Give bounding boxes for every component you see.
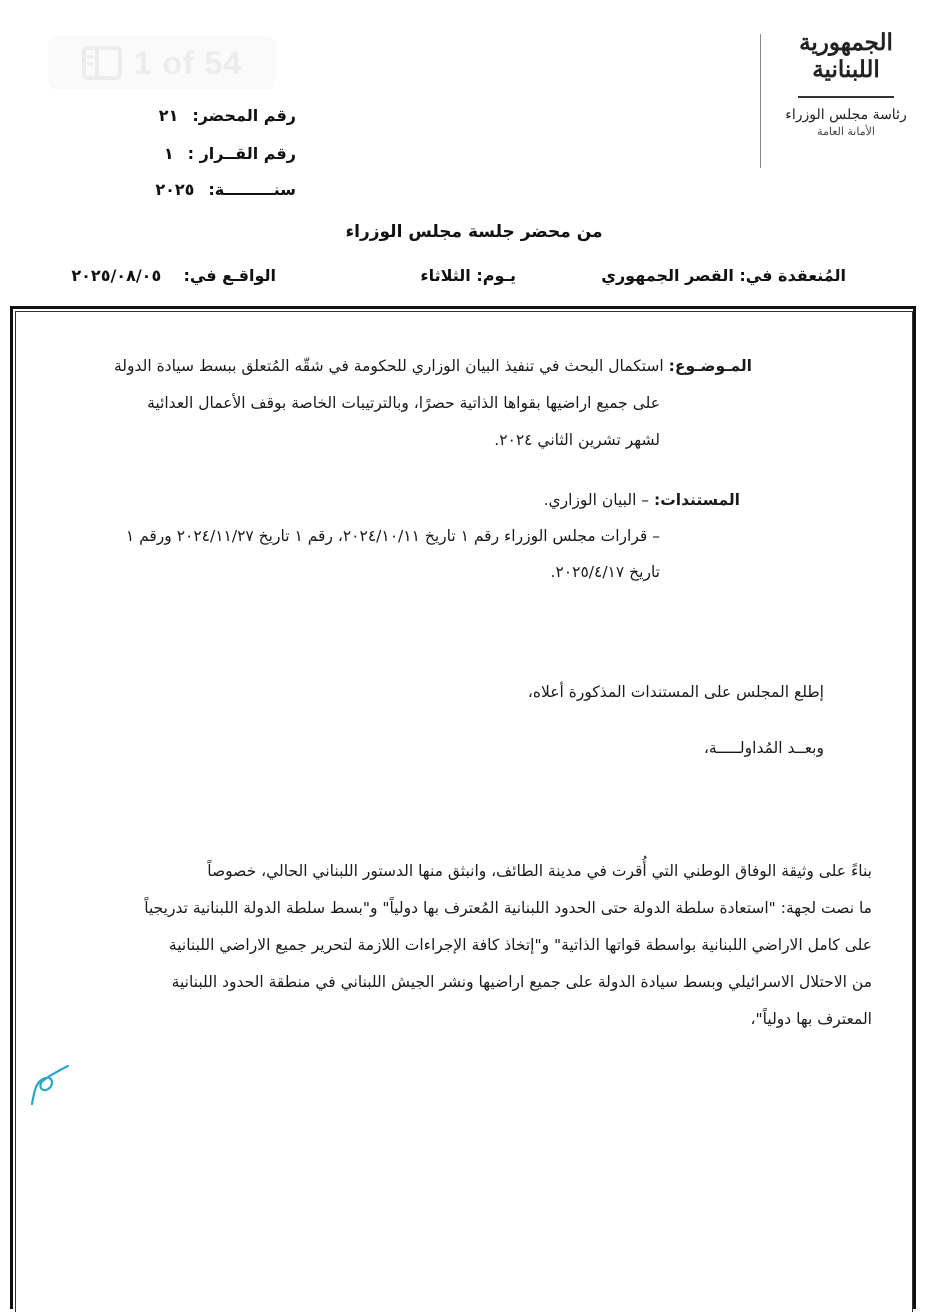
emblem-secretariat: الأمانة العامة (817, 125, 875, 138)
session-venue: المُنعقدة في: القصر الجمهوري (601, 266, 846, 285)
year: سنـــــــــة:٢٠٢٥ (155, 180, 296, 199)
documents-line-2: – قرارات مجلس الوزراء رقم ١ تاريخ ٢٠٢٤/١٠/١١، رقم ١ تاريخ ٢٠٢٤/١١/٢٧ ورقم ١ (125, 527, 660, 545)
deliberation: وبعــد المُداولـــــة، (703, 739, 824, 757)
paragraph-line-1: بناءً على وثيقة الوفاق الوطني التي أُقرت في مدينة الطائف، وانبثق منها الدستور اللبناني الحالي، خصوصاً (207, 862, 872, 880)
emblem-presidency: رئاسة مجلس الوزراء (785, 107, 907, 123)
subject-line-2: على جميع اراضيها بقواها الذاتية حصرًا، وبالترتيبات الخاصة بوقف الأعمال العدائية (147, 394, 660, 412)
minutes-number: رقم المحضر:٢١ (158, 106, 296, 125)
document-title: من محضر جلسة مجلس الوزراء (345, 222, 603, 242)
initials-signature (24, 1058, 74, 1110)
letterhead-emblem (782, 30, 910, 170)
paragraph-line-2: ما نصت لجهة: "استعادة سلطة الدولة حتى الحدود اللبنانية المُعترف بها دولياً" و"بسط سلطة الدولة اللبنانية تدريجياً (144, 899, 872, 917)
paragraph-line-5: المعترف بها دولياً"، (750, 1010, 872, 1028)
subject-line-1: المـوضـوع: استكمال البحث في تنفيذ البيان الوزاري للحكومة في شقّه المُتعلق ببسط سيادة الدولة (113, 357, 752, 375)
session-day: يـوم: الثلاثاء (420, 266, 516, 285)
decision-number: رقم القــرار :١ (163, 144, 296, 163)
header-divider (760, 34, 761, 168)
page-counter (48, 36, 276, 90)
paragraph-line-3: على كامل الاراضي اللبنانية بواسطة قواتها الذاتية" و"إتخاذ كافة الإجراءات اللازمة لتحرير جميع الاراضي اللبنانية (168, 936, 872, 954)
documents-line-3: تاريخ ٢٠٢٥/٤/١٧. (550, 563, 660, 581)
emblem-republic: الجمهورية (799, 29, 893, 56)
acknowledgement: إطلع المجلس على المستندات المذكورة أعلاه، (527, 683, 824, 701)
subject-line-3: لشهر تشرين الثاني ٢٠٢٤. (494, 431, 660, 449)
paragraph-line-4: من الاحتلال الاسرائيلي وبسط سيادة الدولة على جميع اراضيها ونشر الجيش اللبناني في منطقة الحدود اللبنانية (171, 973, 872, 991)
emblem-rule (798, 96, 894, 98)
documents-line-1: المستندات: – البيان الوزاري. (543, 491, 740, 509)
emblem-lebanese: اللبنانية (812, 56, 880, 83)
content-frame-inner (15, 311, 913, 1312)
documents-label: المستندات: (654, 491, 740, 509)
subject-label: المـوضـوع: (668, 357, 752, 375)
page-counter-text: 1 of 54 (133, 44, 243, 81)
session-meta (0, 266, 948, 292)
session-date: الواقـع في: ٢٠٢٥/٠٨/٠٥ (71, 266, 276, 285)
pages-icon (82, 46, 122, 80)
